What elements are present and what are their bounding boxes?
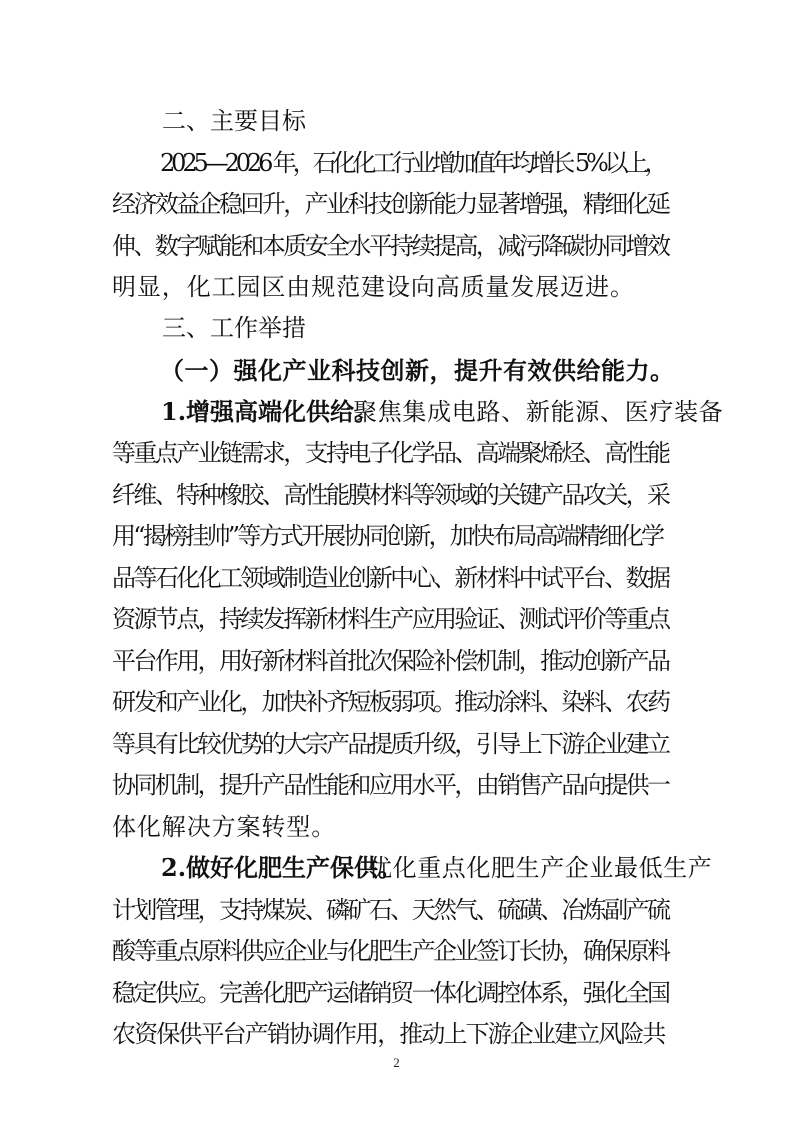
paragraph-line [112, 978, 668, 1008]
paragraph-line [0, 812, 793, 842]
item-title: 1.增强高端化供给。 [161, 397, 379, 426]
section-heading-main-goals [0, 106, 793, 136]
paragraph-line [112, 480, 668, 510]
paragraph-line [112, 438, 668, 468]
paragraph-text: 协同机制，提升产品性能和应用水平，由销售产品向提供一 [112, 771, 669, 799]
paragraph-line [112, 1019, 668, 1049]
paragraph-text: 研发和产业化，加快补齐短板弱项。推动涂料、染料、农药 [112, 688, 669, 716]
paragraph-line [0, 272, 793, 302]
item-first-line [0, 853, 793, 883]
paragraph-line [112, 231, 668, 261]
paragraph-text: 等具有比较优势的大宗产品提质升级，引导上下游企业建立 [112, 730, 669, 758]
paragraph-text: 等重点产业链需求，支持电子化学品、高端聚烯烃、高性能 [112, 439, 669, 467]
paragraph-text: 计划管理，支持煤炭、磷矿石、天然气、硫磺、冶炼副产硫 [112, 896, 669, 924]
subsection-heading [0, 356, 793, 386]
paragraph-line [112, 936, 668, 966]
paragraph-line [160, 148, 666, 178]
item-title: 2.做好化肥生产保供。 [161, 853, 403, 882]
paragraph-text: 稳定供应。完善化肥产运储销贸一体化调控体系，强化全国 [112, 979, 669, 1007]
paragraph-line [112, 604, 668, 634]
paragraph-text: 农资保供平台产销协调作用，推动上下游企业建立风险共 [112, 1020, 665, 1048]
paragraph-text: 经济效益企稳回升，产业科技创新能力显著增强，精细化延 [112, 190, 669, 218]
section-heading-work-measures [0, 313, 793, 343]
paragraph-text: 酸等重点原料供应企业与化肥生产企业签订长协，确保原料 [112, 937, 669, 965]
section-heading-text: 三、工作举措 [162, 314, 306, 342]
paragraph-text: 2025—2026 年，石化化工行业增加值年均增长 5%以上， [160, 149, 665, 177]
paragraph-text: 明显，化工园区由规范建设向高质量发展迈进。 [112, 273, 635, 301]
paragraph-line [112, 895, 668, 925]
paragraph-line [112, 189, 668, 219]
paragraph-text: 平台作用，用好新材料首批次保险补偿机制，推动创新产品 [112, 647, 669, 675]
paragraph-line [112, 687, 668, 717]
paragraph-line [112, 521, 668, 551]
item-first-line [0, 397, 793, 427]
paragraph-line [112, 770, 668, 800]
paragraph-text: 品等石化化工领域制造业创新中心、新材料中试平台、数据 [112, 564, 669, 592]
subsection-heading-text: （一）强化产业科技创新，提升有效供给能力。 [160, 356, 675, 385]
paragraph-text: 用“揭榜挂帅”等方式开展协同创新，加快布局高端精细化学 [112, 522, 663, 550]
item-text: 聚焦集成电路、新能源、医疗装备 [353, 398, 724, 426]
paragraph-text: 资源节点，持续发挥新材料生产应用验证、测试评价等重点 [112, 605, 669, 633]
paragraph-line [112, 646, 668, 676]
paragraph-line [112, 729, 668, 759]
section-heading-text: 二、主要目标 [162, 107, 306, 135]
item-text: 优化重点化肥生产企业最低生产 [368, 854, 713, 882]
page-number: 2 [393, 1055, 400, 1070]
paragraph-text: 体化解决方案转型。 [112, 813, 337, 841]
paragraph-text: 纤维、特种橡胶、高性能膜材料等领域的关键产品攻关，采 [112, 481, 669, 509]
paragraph-text: 伸、数字赋能和本质安全水平持续提高，减污降碳协同增效 [112, 232, 669, 260]
paragraph-line [112, 563, 668, 593]
